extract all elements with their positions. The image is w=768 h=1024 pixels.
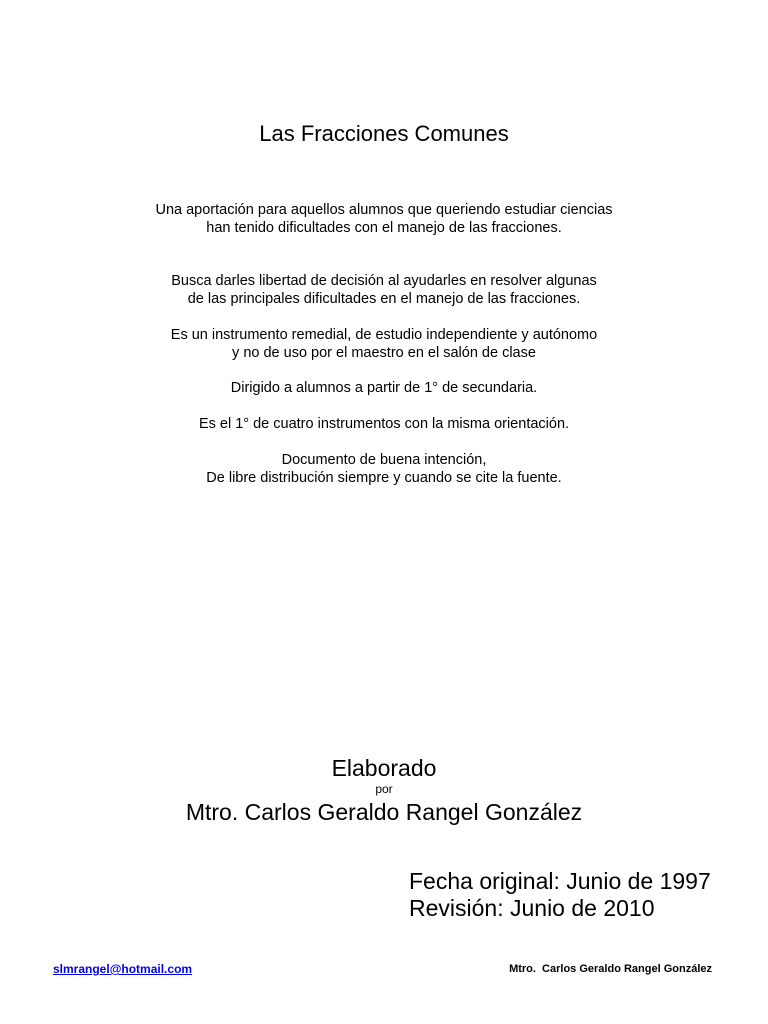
purpose-line-1: Busca darles libertad de decisión al ayudarles en resolver algunas <box>171 273 597 289</box>
instrument-paragraph <box>0 326 768 362</box>
intro-paragraph <box>0 201 768 237</box>
por-label: por <box>375 782 393 796</box>
series-paragraph <box>0 415 768 433</box>
author-name: Mtro. Carlos Geraldo Rangel González <box>185 799 583 825</box>
purpose-line-2: de las principales dificultades en el manejo de las fracciones. <box>187 291 581 307</box>
instrument-line-2: y no de uso por el maestro en el salón de clase <box>232 345 536 361</box>
footer-email-link[interactable]: slmrangel@hotmail.com <box>53 962 193 976</box>
distribution-line-1: Documento de buena intención, <box>281 452 487 468</box>
elaborado-label: Elaborado <box>331 755 437 781</box>
audience-paragraph <box>0 379 768 397</box>
footer-author: Mtro. Carlos Geraldo Rangel González <box>509 963 712 975</box>
distribution-line-2: De libre distribución siempre y cuando se cite la fuente. <box>206 470 562 486</box>
revision-date: Revisión: Junio de 2010 <box>409 895 655 921</box>
intro-line-1: Una aportación para aquellos alumnos que queriendo estudiar ciencias <box>155 202 613 218</box>
instrument-line-1: Es un instrumento remedial, de estudio independiente y autónomo <box>170 327 598 343</box>
original-date: Fecha original: Junio de 1997 <box>409 868 711 894</box>
distribution-paragraph <box>0 451 768 487</box>
intro-line-2: han tenido dificultades con el manejo de las fracciones. <box>206 220 562 236</box>
audience-line-1: Dirigido a alumnos a partir de 1° de secundaria. <box>230 380 538 396</box>
series-line-1: Es el 1° de cuatro instrumentos con la misma orientación. <box>198 416 570 432</box>
date-block <box>409 868 711 922</box>
purpose-paragraph <box>0 272 768 308</box>
document-title: Las Fracciones Comunes <box>259 121 509 146</box>
